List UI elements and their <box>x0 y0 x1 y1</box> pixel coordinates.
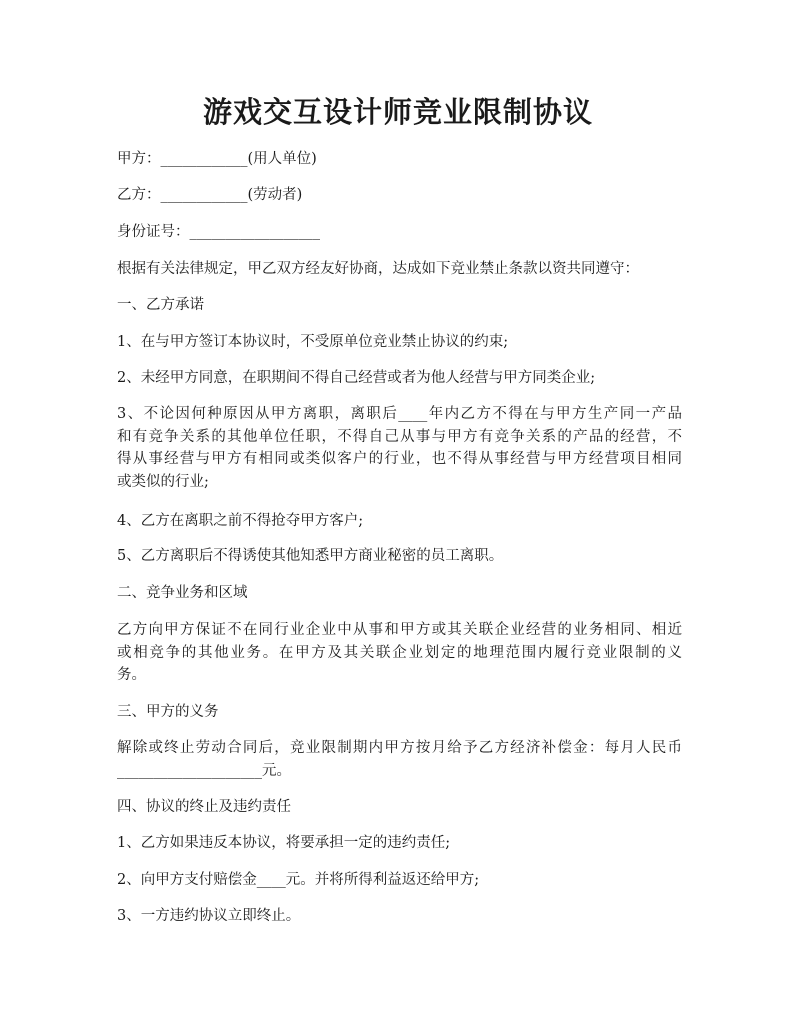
section4-item2: 2、向甲方支付赔偿金____元。并将所得利益返还给甲方; <box>117 872 480 888</box>
section1-item3-line: 或类似的行业; <box>117 473 209 490</box>
section2-body-line: 或相竞争的其他业务。在甲方及其关联企业划定的地理范围内履行竞业限制的义 <box>117 644 682 661</box>
section3-heading: 三、甲方的义务 <box>117 704 219 720</box>
section2-heading: 二、竞争业务和区域 <box>117 585 248 601</box>
document-title: 游戏交互设计师竞业限制协议 <box>202 95 593 129</box>
intro-paragraph: 根据有关法律规定，甲乙双方经友好协商，达成如下竞业禁止条款以资共同遵守： <box>117 261 639 277</box>
section4-heading: 四、协议的终止及违约责任 <box>117 799 291 815</box>
section1-item3-line: 得从事经营与甲方有相同或类似客户的行业，也不得从事经营与甲方经营项目相同 <box>117 451 682 467</box>
section4-item3: 3、一方违约协议立即终止。 <box>117 908 301 924</box>
section1-item1: 1、在与甲方签订本协议时，不受原单位竞业禁止协议的约束; <box>117 334 509 350</box>
section3-body-line: 解除或终止劳动合同后，竞业限制期内甲方按月给予乙方经济补偿金：每月人民币 <box>117 740 682 756</box>
party-b-line: 乙方：____________(劳动者) <box>117 187 303 203</box>
section2-body-line: 乙方向甲方保证不在同行业企业中从事和甲方或其关联企业经营的业务相同、相近 <box>117 622 682 638</box>
section1-item3-line: 和有竞争关系的其他单位任职，不得自己从事与甲方有竞争关系的产品的经营，不 <box>117 428 682 445</box>
section1-item2: 2、未经甲方同意，在职期间不得自己经营或者为他人经营与甲方同类企业; <box>117 370 596 386</box>
section1-item5: 5、乙方离职后不得诱使其他知悉甲方商业秘密的员工离职。 <box>117 548 504 564</box>
section2-body <box>117 619 682 687</box>
section3-body <box>117 737 682 782</box>
section2-body-line: 务。 <box>117 667 146 683</box>
section1-heading: 一、乙方承诺 <box>117 297 204 313</box>
section1-item4: 4、乙方在离职之前不得抢夺甲方客户; <box>117 513 364 529</box>
section1-item3-line: 3、不论因何种原因从甲方离职，离职后____年内乙方不得在与甲方生产同一产品 <box>117 406 682 422</box>
id-number-line: 身份证号：__________________ <box>117 224 320 240</box>
party-a-line: 甲方：____________(用人单位) <box>117 151 317 167</box>
section1-item3 <box>117 403 682 493</box>
section4-item1: 1、乙方如果违反本协议，将要承担一定的违约责任; <box>117 835 451 851</box>
section3-body-line: ____________________元。 <box>117 762 291 779</box>
